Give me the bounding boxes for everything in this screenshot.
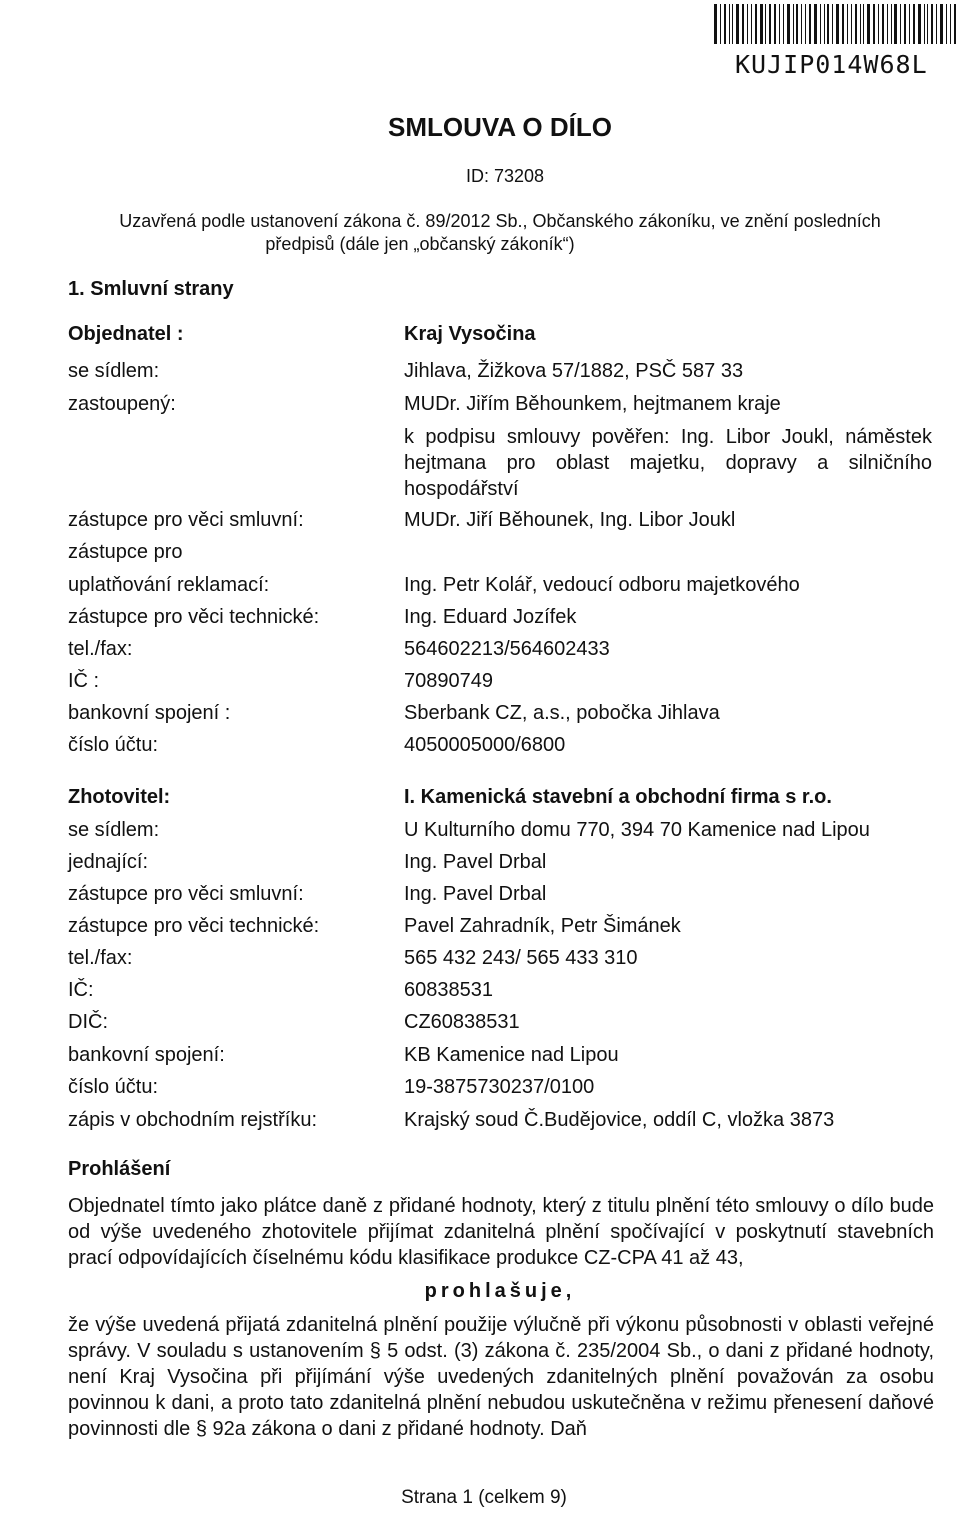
field-label: se sídlem: xyxy=(68,819,160,841)
zhotovitel-ic-row xyxy=(0,979,960,1009)
barcode-bar xyxy=(867,4,870,44)
barcode-bar xyxy=(755,4,757,44)
field-label: zápis v obchodním rejstříku: xyxy=(68,1109,317,1131)
zhotovitel-dic-row xyxy=(0,1011,960,1041)
document-title: SMLOUVA O DÍLO xyxy=(388,112,612,142)
field-label: zastoupený: xyxy=(68,393,176,415)
barcode-bar xyxy=(747,4,748,44)
barcode-bar xyxy=(724,4,726,44)
field-label: zástupce pro věci smluvní: xyxy=(68,883,304,905)
zhotovitel-jednajici-row xyxy=(0,851,960,881)
barcode-bar xyxy=(860,4,861,44)
section-heading-parties: 1. Smluvní strany xyxy=(68,278,234,300)
barcode-bar xyxy=(904,4,906,44)
field-value: CZ60838531 xyxy=(404,1011,520,1033)
barcode-bar xyxy=(878,4,879,44)
zhotovitel-banka-row xyxy=(0,1044,960,1074)
barcode-bar xyxy=(931,4,933,44)
objednatel-sidlo-row xyxy=(0,360,960,390)
barcode-bar xyxy=(882,4,884,44)
objednatel-reklamace-row xyxy=(0,574,960,604)
barcode-bar xyxy=(940,4,943,44)
barcode-bar xyxy=(824,4,825,44)
field-value: MUDr. Jiřím Běhounkem, hejtmanem kraje xyxy=(404,393,781,415)
objednatel-reklamace-label-row xyxy=(0,541,960,571)
objednatel-name: Kraj Vysočina xyxy=(404,323,536,345)
barcode-bar xyxy=(855,4,857,44)
barcode-bar xyxy=(787,4,790,44)
barcode-bar xyxy=(873,4,875,44)
zhotovitel-rejstrik-row xyxy=(0,1109,960,1139)
field-label: IČ : xyxy=(68,670,100,692)
barcode-image xyxy=(714,4,956,44)
barcode-bar xyxy=(842,4,844,44)
barcode-bar xyxy=(765,4,766,44)
field-label: DIČ: xyxy=(68,1011,108,1033)
field-label: tel./fax: xyxy=(68,638,133,660)
field-label: jednající: xyxy=(68,851,149,873)
objednatel-label: Objednatel : xyxy=(68,323,184,345)
field-value: 564602213/564602433 xyxy=(404,638,610,660)
intro-line-1: Uzavřená podle ustanovení zákona č. 89/2012 Sb., Občanského zákoníku, ve znění posledních xyxy=(119,211,881,231)
field-value: Krajský soud Č.Budějovice, oddíl C, vložka 3873 xyxy=(404,1109,835,1131)
field-value: KB Kamenice nad Lipou xyxy=(404,1044,619,1066)
page-footer: Strana 1 (celkem 9) xyxy=(401,1487,567,1508)
barcode-bar xyxy=(946,4,947,44)
field-label: se sídlem: xyxy=(68,360,160,382)
zhotovitel-ucet-row xyxy=(0,1076,960,1106)
barcode-bar xyxy=(927,4,928,44)
zhotovitel-heading-row xyxy=(0,786,960,816)
field-value: Ing. Eduard Jozífek xyxy=(404,606,577,628)
declaration-paragraph-2: že výše uvedená přijatá zdanitelná plnění použije výlučně při výkonu působnosti v oblasti veřejné správy. V souladu s ustanovením § 5 odst. (3) zákona č. 235/2004 Sb., o dani z přidané hodnoty, není Kraj Vysočina při přijímání výše uvedených zdanitelných plnění považován za osobu povinnou k dani, a proto tato zdanitelná plnění nebudou uskutečněna v režimu přenesení daňové povinnosti dle § 92a zákona o dani z přidané hodnoty. Daň xyxy=(68,1314,934,1440)
declaration-heading: Prohlášení xyxy=(68,1158,171,1180)
barcode-bar xyxy=(720,4,721,44)
barcode-bar xyxy=(783,4,784,44)
objednatel-tel-row xyxy=(0,638,960,668)
barcode-bar xyxy=(809,4,811,44)
barcode-bar xyxy=(950,4,951,44)
barcode-bar xyxy=(801,4,802,44)
field-label: číslo účtu: xyxy=(68,734,159,756)
zhotovitel-technicke-row xyxy=(0,915,960,945)
intro-line-2: předpisů (dále jen „občanský zákoník“) xyxy=(265,234,575,254)
barcode-bar xyxy=(736,4,739,44)
barcode-bar xyxy=(779,4,780,44)
field-value: U Kulturního domu 770, 394 70 Kamenice nad Lipou xyxy=(404,819,870,841)
zhotovitel-sidlo-row xyxy=(0,819,960,849)
field-value: Ing. Pavel Drbal xyxy=(404,851,547,873)
field-value: Ing. Petr Kolář, vedoucí odboru majetkového xyxy=(404,574,800,596)
field-label: IČ: xyxy=(68,979,94,1001)
field-label: tel./fax: xyxy=(68,947,133,969)
declaration-paragraph-1: Objednatel tímto jako plátce daně z přidané hodnoty, který z titulu plnění této smlouvy o dílo bude od výše uvedeného zhotovitele přijímat zdanitelná plnění spočívající v poskytnutí stavebních prací odpovídajících číselnému kódu klasifikace produkce CZ-CPA 41 až 43, xyxy=(68,1195,934,1269)
barcode-bar xyxy=(729,4,730,44)
barcode-bar xyxy=(900,4,901,44)
barcode-bar xyxy=(847,4,848,44)
field-value: 19-3875730237/0100 xyxy=(404,1076,595,1098)
field-value: 70890749 xyxy=(404,670,493,692)
field-value: Sberbank CZ, a.s., pobočka Jihlava xyxy=(404,702,720,724)
field-label: zástupce pro xyxy=(68,541,183,563)
barcode-bar xyxy=(863,4,864,44)
barcode-bar xyxy=(793,4,794,44)
barcode-bar xyxy=(742,4,744,44)
field-value: Ing. Pavel Drbal xyxy=(404,883,547,905)
barcode-bar xyxy=(887,4,888,44)
barcode-bar xyxy=(924,4,925,44)
barcode-bar xyxy=(714,4,717,44)
objednatel-ucet-row xyxy=(0,734,960,764)
field-label: zástupce pro věci technické: xyxy=(68,606,320,628)
field-label: zástupce pro věci technické: xyxy=(68,915,320,937)
barcode-bar xyxy=(796,4,798,44)
objednatel-podpis-note: k podpisu smlouvy pověřen: Ing. Libor Joukl, náměstek hejtmana pro oblast majetku, dopravy a silničního hospodářství xyxy=(404,426,932,500)
barcode-bar xyxy=(918,4,921,44)
field-label: bankovní spojení : xyxy=(68,702,231,724)
barcode-bar xyxy=(760,4,763,44)
barcode-bar xyxy=(836,4,839,44)
barcode-bar xyxy=(820,4,821,44)
barcode-bar xyxy=(936,4,937,44)
barcode-bar xyxy=(909,4,910,44)
barcode-bar xyxy=(827,4,829,44)
objednatel-smluvni-row xyxy=(0,509,960,539)
objednatel-zastoupeny-row xyxy=(0,393,960,423)
barcode-bar xyxy=(769,4,771,44)
objednatel-banka-row xyxy=(0,702,960,732)
barcode-bar xyxy=(954,4,956,44)
document-code: KUJIP014W68L xyxy=(735,50,928,79)
document-id: ID: 73208 xyxy=(465,166,545,186)
objednatel-heading-row xyxy=(0,323,960,353)
zhotovitel-name: I. Kamenická stavební a obchodní firma s r.o. xyxy=(404,786,832,808)
barcode-bar xyxy=(774,4,776,44)
field-value: 4050005000/6800 xyxy=(404,734,566,756)
barcode-bar xyxy=(751,4,752,44)
barcode-bar xyxy=(832,4,833,44)
barcode-bar xyxy=(891,4,892,44)
zhotovitel-smluvni-row xyxy=(0,883,960,913)
field-value: Pavel Zahradník, Petr Šimánek xyxy=(404,915,681,937)
barcode-bar xyxy=(913,4,915,44)
field-value: MUDr. Jiří Běhounek, Ing. Libor Joukl xyxy=(404,509,736,531)
barcode-bar xyxy=(732,4,733,44)
field-value: Jihlava, Žižkova 57/1882, PSČ 587 33 xyxy=(404,360,744,382)
field-label: uplatňování reklamací: xyxy=(68,574,270,596)
declaration-keyword: prohlašuje, xyxy=(424,1280,576,1302)
barcode-bar xyxy=(814,4,817,44)
zhotovitel-tel-row xyxy=(0,947,960,977)
barcode-bar xyxy=(894,4,897,44)
objednatel-ic-row xyxy=(0,670,960,700)
field-value: 565 432 243/ 565 433 310 xyxy=(404,947,638,969)
barcode-bar xyxy=(851,4,852,44)
field-value: 60838531 xyxy=(404,979,493,1001)
zhotovitel-label: Zhotovitel: xyxy=(68,786,171,808)
field-label: zástupce pro věci smluvní: xyxy=(68,509,304,531)
barcode-bar xyxy=(805,4,806,44)
objednatel-technicke-row xyxy=(0,606,960,636)
field-label: bankovní spojení: xyxy=(68,1044,225,1066)
field-label: číslo účtu: xyxy=(68,1076,159,1098)
